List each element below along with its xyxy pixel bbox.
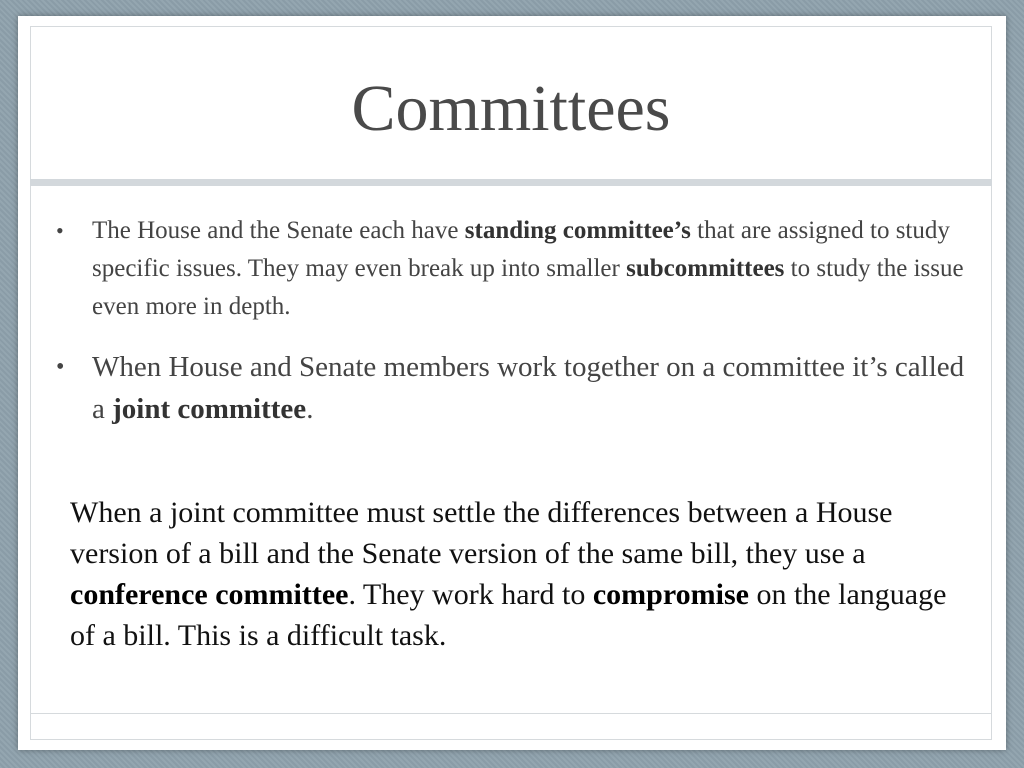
bullet-icon: • [56,354,65,380]
bullet-text: When House and Senate members work together on a committee it’s called a [92,351,965,425]
paragraph-text: . They work hard to [348,578,593,611]
bullet-text: that are assigned to study specific issues. They may even break up into smaller [92,217,950,282]
title-divider [30,179,992,186]
term-subcommittees: subcommittees [626,255,785,282]
term-compromise: compromise [592,578,749,611]
paragraph-text: When a joint committee must settle the differences between a House version of a bill and the Senate version of the same bill, they use a [70,496,893,570]
bullet-text: . [306,393,314,425]
bullet-text: to study the issue even more in depth. [92,255,964,320]
slide [18,16,1006,750]
bullet-text: The House and the Senate each have [92,217,465,244]
term-standing-committees: standing committee’s [464,217,691,244]
slide-title: Committees [351,72,671,145]
conference-committee-paragraph [70,492,970,656]
term-joint-committee: joint committee [112,393,307,425]
bullet-list [56,212,976,430]
footer-divider [30,713,992,714]
paragraph-text: on the language of a bill. This is a difficult task. [70,578,947,652]
bullet-joint-committee [56,346,976,430]
term-conference-committee: conference committee [70,578,349,611]
bullet-standing-committees [56,212,976,326]
bullet-icon: • [56,218,64,243]
